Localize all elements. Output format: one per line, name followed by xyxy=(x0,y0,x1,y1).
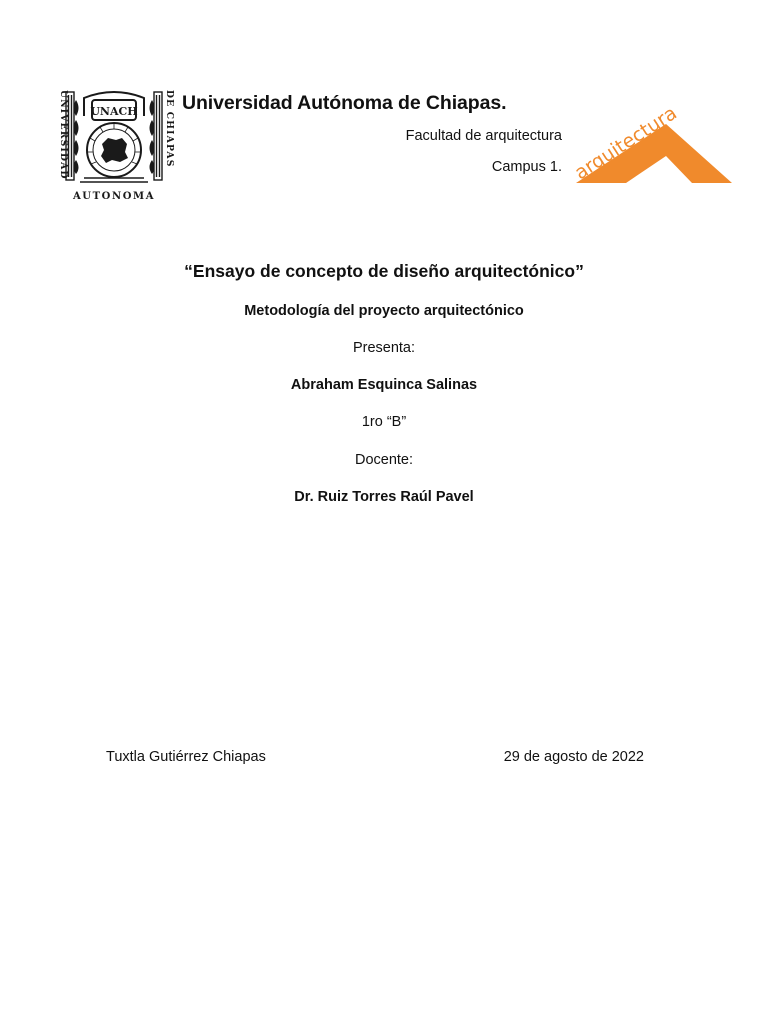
place-text: Tuxtla Gutiérrez Chiapas xyxy=(106,749,266,765)
teacher-name: Dr. Ruiz Torres Raúl Pavel xyxy=(294,489,474,505)
faculty-name: Facultad de arquitectura xyxy=(405,128,562,144)
essay-title: “Ensayo de concepto de diseño arquitectónico” xyxy=(184,261,584,281)
presenta-label: Presenta: xyxy=(352,340,416,356)
university-title: Universidad Autónoma de Chiapas. xyxy=(182,92,507,114)
campus-name: Campus 1. xyxy=(491,159,562,175)
subject-name: Metodología del proyecto arquitectónico xyxy=(244,303,524,319)
group-label: 1ro “B” xyxy=(361,414,407,430)
unach-badge-text: UNACH xyxy=(90,105,138,118)
unach-right-text: DE CHIAPAS xyxy=(164,90,175,168)
arquitectura-logo xyxy=(568,98,734,188)
docente-label: Docente: xyxy=(354,452,414,468)
date-text: 29 de agosto de 2022 xyxy=(503,749,644,765)
unach-bottom-text: AUTONOMA xyxy=(72,191,156,202)
arquitectura-logo-icon xyxy=(568,98,734,188)
unach-left-text: UNIVERSIDAD xyxy=(58,90,69,180)
student-name: Abraham Esquinca Salinas xyxy=(290,377,478,393)
unach-seal-icon xyxy=(50,86,178,204)
unach-logo xyxy=(50,86,178,204)
arquitectura-logo-text: arquitectura xyxy=(570,101,681,185)
